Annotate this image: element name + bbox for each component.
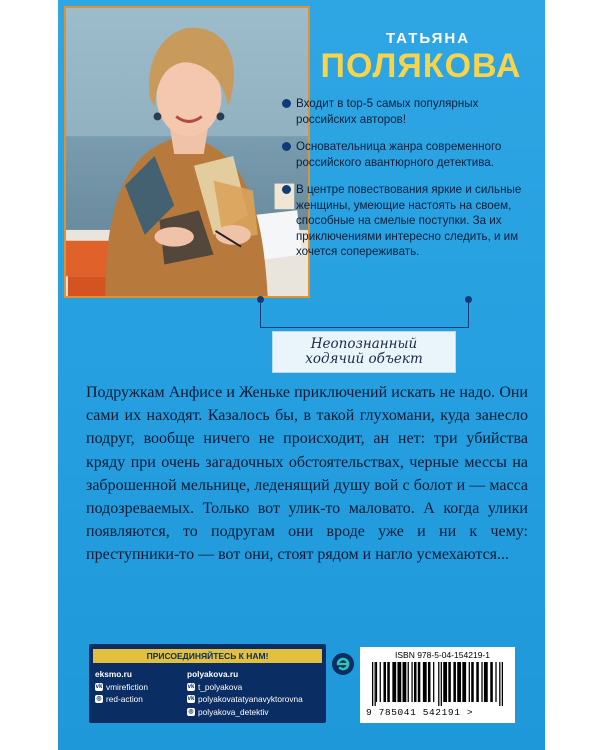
book-title-plate [272, 331, 456, 373]
barcode-bar [392, 662, 396, 702]
social-link-text: red-action [106, 694, 143, 705]
barcode-bar [387, 662, 390, 702]
social-panel [89, 644, 326, 723]
barcode-bar [372, 662, 373, 706]
barcode-bar [438, 662, 439, 706]
barcode-bar [499, 662, 500, 706]
social-link-text: t_polyakova [198, 681, 243, 692]
barcode-bar [476, 662, 479, 702]
barcode-bar [484, 662, 488, 702]
barcode-bar [411, 662, 412, 702]
social-link-text: vmirefiction [106, 681, 148, 692]
barcode-bar [441, 662, 442, 706]
publisher-links [95, 668, 148, 706]
divider-line [260, 327, 469, 328]
eksmo-logo-icon [331, 652, 355, 676]
book-back-cover [58, 0, 545, 750]
barcode-bar [428, 662, 431, 702]
join-banner: ПРИСОЕДИНЯЙТЕСЬ К НАМ! [93, 649, 322, 663]
barcode-bar [408, 662, 409, 702]
barcode-bar [403, 662, 407, 702]
social-link-text: polyakovatatyanavyktorovna [198, 694, 303, 705]
barcode-bar [481, 662, 482, 702]
divider-dot [257, 296, 264, 303]
vk-icon: vk [95, 683, 103, 690]
publisher-site-link[interactable]: eksmo.ru [95, 669, 132, 679]
bullet-icon [282, 142, 291, 151]
book-title: Неопознанный ходячий объект [305, 336, 423, 367]
author-photo [64, 6, 310, 298]
barcode-bar [471, 662, 474, 702]
barcode-bar [383, 662, 386, 702]
social-link-vk[interactable] [187, 693, 303, 706]
author-first-name: ТАТЬЯНА [385, 30, 471, 47]
feature-text: В центре повествования яркие и сильные женщины, умеющие настоять на своем, способные на смелые поступки. За их приключениями интересно следить, и им хочется сопереживать. [296, 183, 522, 258]
barcode-bar [469, 662, 470, 702]
barcode-bar [397, 662, 401, 702]
barcode-bar [502, 662, 503, 706]
feature-item [282, 96, 537, 127]
social-link-instagram[interactable] [187, 706, 303, 719]
barcode-bar [375, 662, 376, 706]
barcode-bar [448, 662, 451, 702]
feature-text: Входит в top-5 самых популярных российских авторов! [296, 97, 479, 126]
instagram-icon: ◎ [96, 696, 102, 703]
social-link-text: polyakova_detektiv [198, 706, 269, 717]
bullet-icon [282, 185, 291, 194]
barcode-bar [490, 662, 493, 702]
divider-line [260, 300, 261, 328]
vk-icon: vk [187, 683, 195, 690]
barcode-bar [380, 662, 381, 702]
barcode-bar [457, 662, 461, 702]
barcode-bar [423, 662, 427, 702]
divider-line [468, 300, 469, 328]
author-links [187, 668, 303, 718]
barcode-bar [418, 662, 421, 702]
barcode [366, 662, 509, 706]
author-photo-illustration [66, 8, 308, 296]
barcode-bar [443, 662, 447, 702]
feature-item [282, 139, 537, 170]
isbn-label: ISBN 978-5-04-154219-1 [395, 650, 490, 660]
social-link-vk[interactable] [187, 681, 303, 694]
book-annotation: Подружкам Анфисе и Женьке приключений искать не надо. Они сами их находят. Казалось бы, в такой глухомани, куда занесло подруг, вообще ничего не происходит, ан нет: три убийства кряду при очень загадочных обстоятельствах, черные мессы на заброшенной мельнице, леденящий душу вой с болот и — масса подозреваемых. Только вот улик-то маловато. А когда улики появляются, то подругам они вроде уже и ни к чему: преступники-то — вот они, стоят рядом и нагло усмехаются... [86, 384, 528, 564]
author-site-link[interactable]: polyakova.ru [187, 669, 239, 679]
vk-icon: vk [187, 696, 195, 703]
feature-list [282, 96, 537, 272]
barcode-bar [453, 662, 456, 702]
feature-item [282, 182, 537, 260]
social-link-instagram[interactable] [95, 693, 148, 706]
barcode-digits: 9 785041 542191 > [366, 707, 474, 718]
barcode-bar [462, 662, 466, 702]
divider-dot [465, 296, 472, 303]
barcode-bar [414, 662, 417, 702]
instagram-icon: ◎ [188, 709, 194, 716]
feature-text: Основательница жанра современного российского авантюрного детектива. [296, 140, 502, 169]
barcode-bar [495, 662, 496, 702]
barcode-bar [376, 662, 377, 702]
barcode-block [360, 647, 515, 723]
author-last-name: ПОЛЯКОВА [320, 47, 522, 85]
barcode-bar [433, 662, 434, 702]
bullet-icon [282, 99, 291, 108]
social-link-vk[interactable] [95, 681, 148, 694]
